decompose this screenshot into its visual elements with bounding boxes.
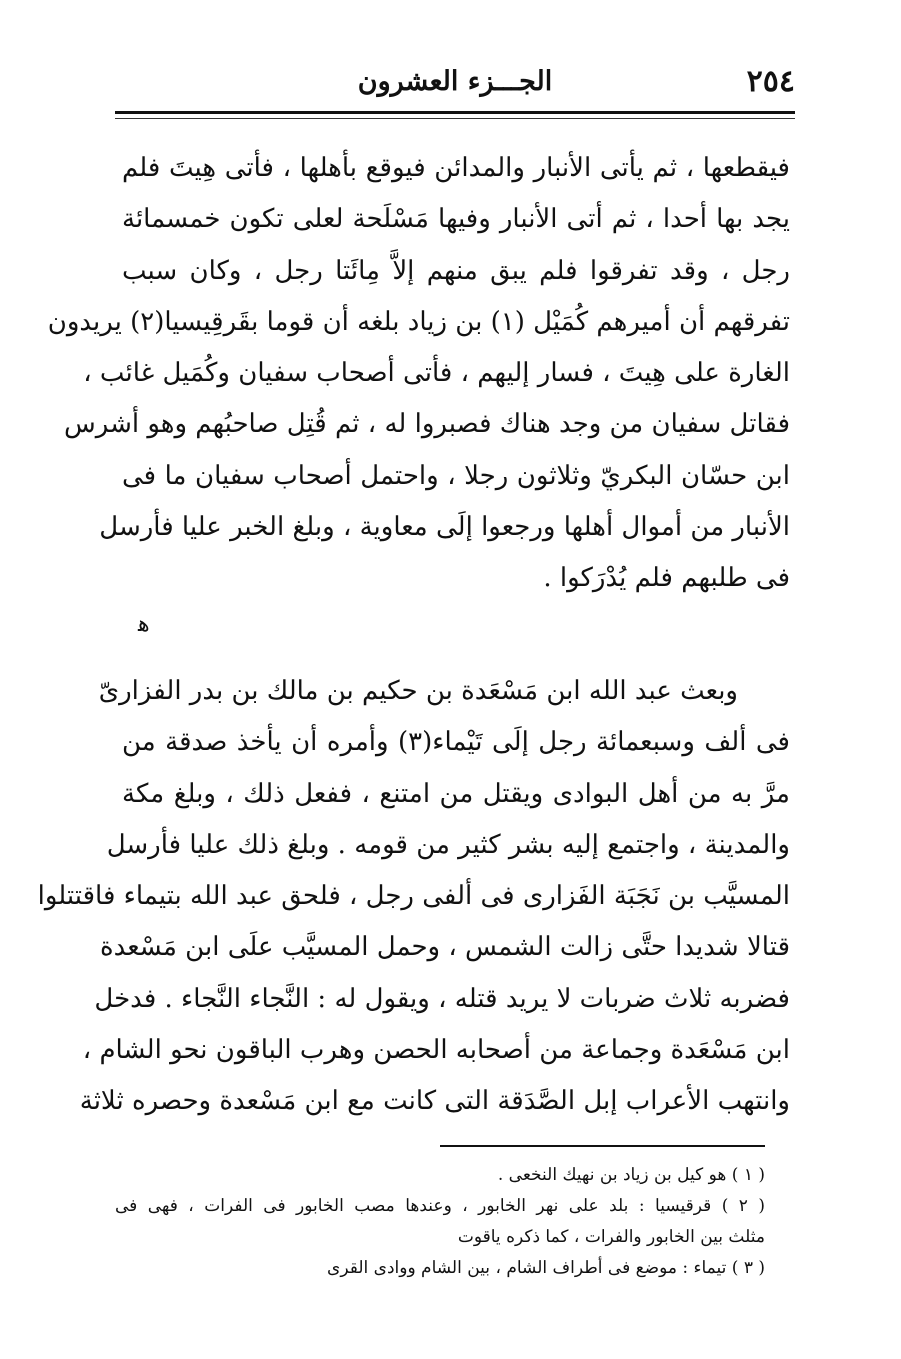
footnote-1: ( ١ ) هو كيل بن زياد بن نهيك النخعى . [497,1165,765,1185]
text-line: والمدينة ، واجتمع إليه بشر كثير من قومه . وبلغ ذلك عليا فأرسل [106,829,790,860]
text-line: فى طلبهم فلم يُدْرَكوا . [543,563,790,594]
page-header [115,62,795,102]
paragraph-2 [37,666,790,1128]
section-end-mark: ﻫ [138,612,150,637]
footnote-2: ( ٢ ) قرقيسيا : بلد على نهر الخابور ، وعندها مصب الخابور فى الفرات ، فهى فى [115,1196,765,1216]
text-line: رجل ، وقد تفرقوا فلم يبق منهم إلاَّ مِائَتا رجل ، وكان سبب [122,255,790,286]
footnote-rule [440,1145,765,1147]
footnotes [115,1160,765,1284]
text-line: وبعث عبد الله ابن مَسْعَدة بن حكيم بن مالك بن بدر الفزارىّ [98,676,738,706]
footnote-2-continued: مثلث بين الخابور والفرات ، كما ذكره ياقوت [457,1227,765,1247]
footnote-3: ( ٣ ) تيماء : موضع فى أطراف الشام ، بين الشام ووادى القرى [327,1258,765,1278]
paragraph-1 [47,143,790,605]
text-line: وانتهب الأعراب إبل الصَّدَقة التى كانت مع ابن مَسْعدة وحصره ثلاثة [79,1086,790,1117]
text-line: فيقطعها ، ثم يأتى الأنبار والمدائن فيوقع بأهلها ، فأتى هِيتَ فلم [122,153,790,183]
text-line: ابن حسّان البكريّ وثلاثون رجلا ، واحتمل أصحاب سفيان ما فى [122,460,790,491]
text-line: فى ألف وسبعمائة رجل إلَى تَيْماء(٣) وأمره أن يأخذ صدقة من [122,727,790,758]
header-rule [115,111,795,114]
text-line: ابن مَسْعَدة وجماعة من أصحابه الحصن وهرب الباقون نحو الشام ، [82,1035,790,1066]
page-number: ٢٥٤ [746,64,795,99]
text-line: الأنبار من أموال أهلها ورجعوا إلَى معاوية ، وبلغ الخبر عليا فأرسل [99,512,790,543]
text-line: فضربه ثلاث ضربات لا يريد قتله ، ويقول له : النَّجاء النَّجاء . فدخل [94,983,790,1014]
text-line: مرَّ به من أهل البوادى ويقتل من امتنع ، ففعل ذلك ، وبلغ مكة [122,778,790,809]
running-title: الجـــزء العشرون [357,66,553,97]
header-rule-thin [115,118,795,119]
text-line: فقاتل سفيان من وجد هناك فصبروا له ، ثم قُتِل صاحبُهم وهو أشرس [63,409,790,440]
text-line: الغارة على هِيتَ ، فسار إليهم ، فأتى أصحاب سفيان وكُمَيل غائب ، [83,358,790,389]
text-line: تفرقهم أن أميرهم كُمَيْل (١) بن زياد بلغه أن قوما بقَرقِيسيا(٢) يريدون [47,306,790,337]
text-line: قتالا شديدا حتَّى زالت الشمس ، وحمل المسيَّب علَى ابن مَسْعدة [99,932,790,963]
text-line: المسيَّب بن نَجَبَة الفَزارى فى ألفى رجل ، فلحق عبد الله بتيماء فاقتتلوا [37,881,790,912]
text-line: يجد بها أحدا ، ثم أتى الأنبار وفيها مَسْلَحة لعلى تكون خمسمائة [122,204,790,235]
